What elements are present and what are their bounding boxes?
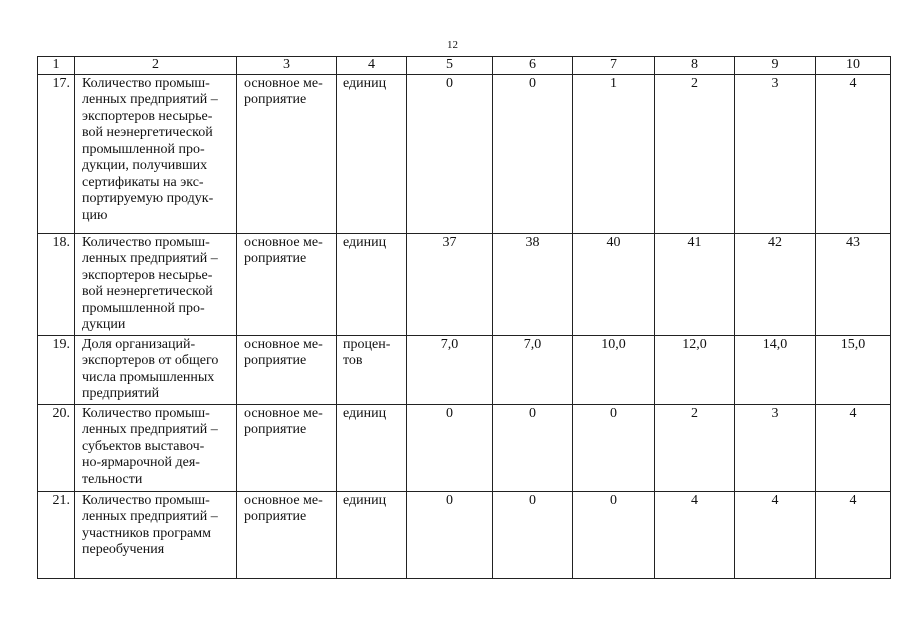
row-number: 18. — [38, 233, 75, 335]
unit: единиц — [337, 491, 407, 578]
measure-type: основное ме- роприятие — [237, 233, 337, 335]
table-row — [38, 491, 891, 578]
column-number: 2 — [75, 57, 237, 75]
measure-type: основное ме- роприятие — [237, 491, 337, 578]
unit: единиц — [337, 404, 407, 491]
value-cell: 4 — [735, 491, 816, 578]
page-number: 12 — [447, 39, 458, 51]
unit: процен- тов — [337, 335, 407, 404]
value-cell: 1 — [573, 74, 655, 233]
value-cell: 7,0 — [493, 335, 573, 404]
table-row — [38, 233, 891, 335]
indicators-table — [37, 56, 891, 579]
value-cell: 4 — [816, 74, 891, 233]
value-cell: 3 — [735, 74, 816, 233]
value-cell: 12,0 — [655, 335, 735, 404]
value-cell: 42 — [735, 233, 816, 335]
indicator-name: Количество промыш- ленных предприятий – экспортеров несырье- вой неэнергетической промышленной про- дукции — [75, 233, 237, 335]
indicator-name: Количество промыш- ленных предприятий – участников программ переобучения — [75, 491, 237, 578]
value-cell: 41 — [655, 233, 735, 335]
unit: единиц — [337, 233, 407, 335]
column-number: 7 — [573, 57, 655, 75]
column-number: 9 — [735, 57, 816, 75]
value-cell: 2 — [655, 74, 735, 233]
value-cell: 43 — [816, 233, 891, 335]
column-number: 3 — [237, 57, 337, 75]
value-cell: 7,0 — [407, 335, 493, 404]
value-cell: 0 — [407, 404, 493, 491]
value-cell: 10,0 — [573, 335, 655, 404]
value-cell: 4 — [655, 491, 735, 578]
row-number: 17. — [38, 74, 75, 233]
measure-type: основное ме- роприятие — [237, 335, 337, 404]
value-cell: 4 — [816, 491, 891, 578]
column-number: 1 — [38, 57, 75, 75]
value-cell: 38 — [493, 233, 573, 335]
table-row — [38, 74, 891, 233]
value-cell: 4 — [816, 404, 891, 491]
table-row — [38, 335, 891, 404]
value-cell: 0 — [573, 404, 655, 491]
unit: единиц — [337, 74, 407, 233]
value-cell: 3 — [735, 404, 816, 491]
indicator-name: Доля организаций- экспортеров от общего числа промышленных предприятий — [75, 335, 237, 404]
value-cell: 0 — [493, 404, 573, 491]
column-number-row — [38, 57, 891, 75]
column-number: 6 — [493, 57, 573, 75]
value-cell: 0 — [407, 491, 493, 578]
table-row — [38, 404, 891, 491]
value-cell: 0 — [493, 74, 573, 233]
column-number: 10 — [816, 57, 891, 75]
row-number: 20. — [38, 404, 75, 491]
value-cell: 15,0 — [816, 335, 891, 404]
row-number: 21. — [38, 491, 75, 578]
value-cell: 0 — [573, 491, 655, 578]
indicator-name: Количество промыш- ленных предприятий – субъектов выставоч- но-ярмарочной дея- тельности — [75, 404, 237, 491]
value-cell: 2 — [655, 404, 735, 491]
value-cell: 40 — [573, 233, 655, 335]
column-number: 4 — [337, 57, 407, 75]
value-cell: 14,0 — [735, 335, 816, 404]
value-cell: 0 — [493, 491, 573, 578]
row-number: 19. — [38, 335, 75, 404]
measure-type: основное ме- роприятие — [237, 74, 337, 233]
column-number: 8 — [655, 57, 735, 75]
value-cell: 37 — [407, 233, 493, 335]
value-cell: 0 — [407, 74, 493, 233]
measure-type: основное ме- роприятие — [237, 404, 337, 491]
column-number: 5 — [407, 57, 493, 75]
indicator-name: Количество промыш- ленных предприятий – экспортеров несырье- вой неэнергетической промышленной про- дукции, получивших сертификаты на экс- портируемую продук- цию — [75, 74, 237, 233]
